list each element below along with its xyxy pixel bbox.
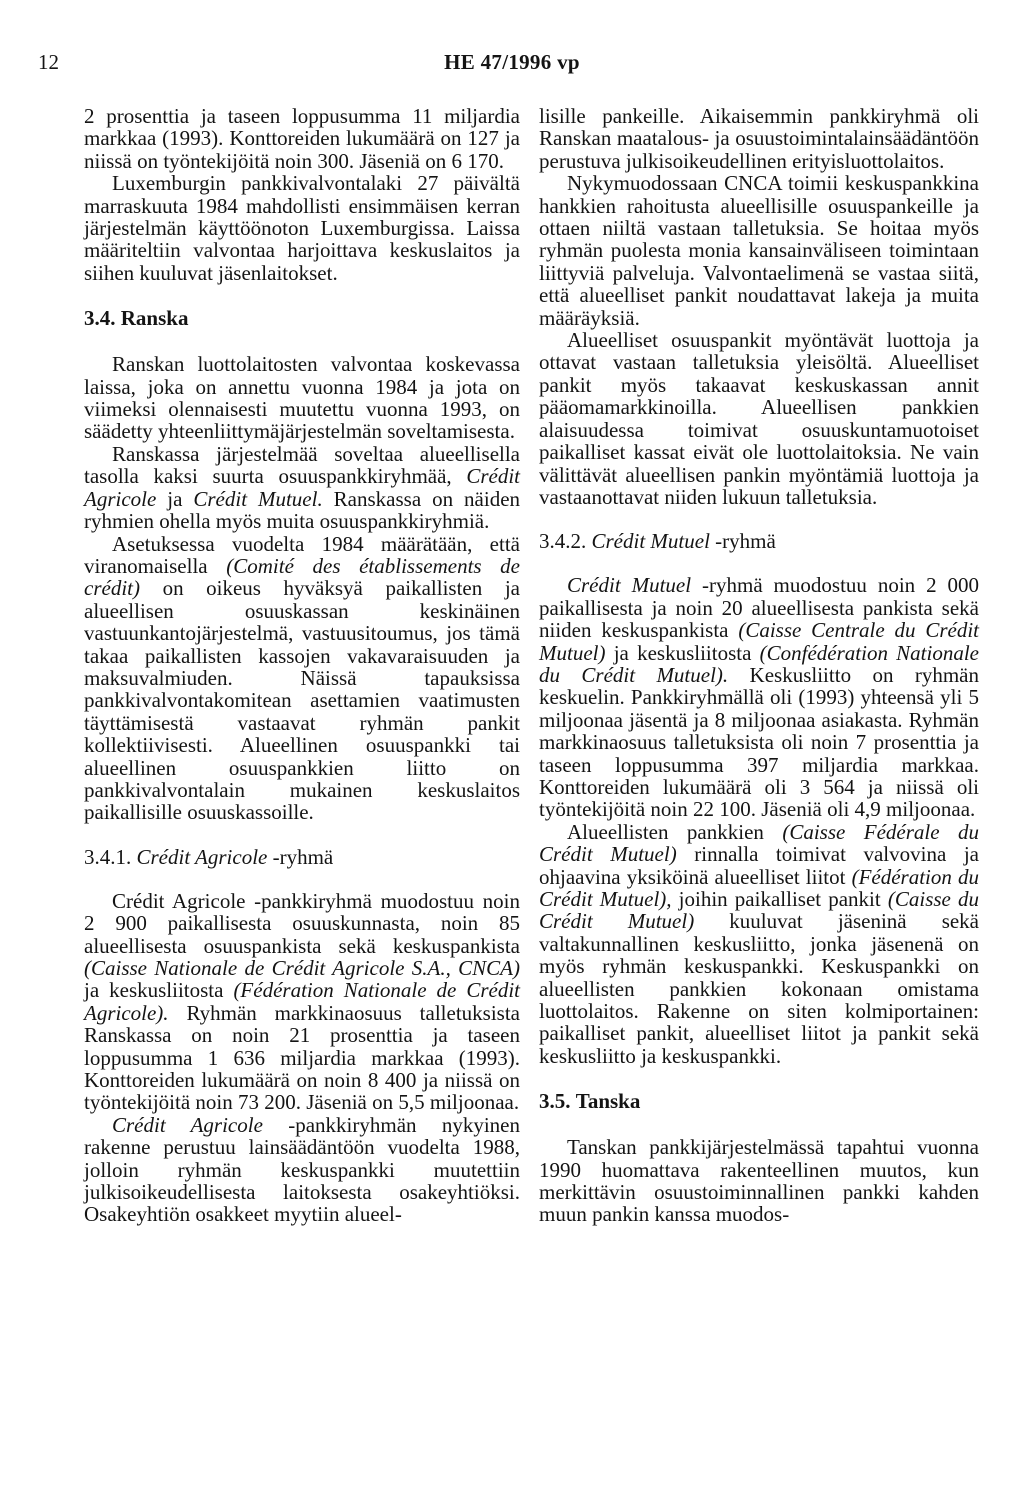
section-title: Tanska: [575, 1089, 641, 1114]
paragraph: Nykymuodossaan CNCA toimii keskuspankkina hankkien rahoitusta alueellisille osuuspankeille ja ottaen niiltä vastaan talletuksia. Se hoitaa myös ryhmän puolesta monia kansainväliseen toimintaan liittyviä palveluja. Valvontaelimenä se vastaa siitä, että alueelliset pankit noudattavat lakeja ja muita määräyksiä.: [539, 171, 979, 330]
paragraph: Alueelliset osuuspankit myöntävät luottoja ja ottavat vastaan talletuksia yleisöltä. Alueelliset pankit myös takaavat keskuskassan annit pääomamarkkinoilla. Alueellisen pankkien alaisuudessa toimivat osuuskuntamuotoiset paikalliset kassat eivät ole luottolaitoksia. Ne vain välittävät alueellisen pankin myöntämiä luottoja ja vastaanottavat niiden lukuun talletuksia.: [539, 328, 979, 509]
paragraph: 2 prosenttia ja taseen loppusumma 11 miljardia markkaa (1993). Konttoreiden lukumäärä on 127 ja niissä on työntekijöitä noin 300. Jäseniä on 6 170.: [84, 104, 520, 173]
paragraph: Asetuksessa vuodelta 1984 määrätään, että viranomaisella (Comité des établissements de crédit) on oikeus hyväksyä paikallisten ja alueellisen osuuskassan keskinäinen vastuunkantojärjestelmä, vastuusitoumus, jos tämä takaa paikallisten kassojen vakavaraisuuden ja maksuvalmiuden. Näissä tapauksissa pankkivalvontakomitean asettamien vaatimusten täyttämisestä vastaavat ryhmän pankit kollektiivisesti. Alueellinen osuuspankki tai alueellinen osuuspankkien liitto on pankkivalvontalain mukainen keskuslaitos paikallisille osuuskassoille.: [84, 531, 521, 825]
paragraph: Luxemburgin pankkivalvontalaki 27 päivältä marraskuuta 1984 mahdollisti ensimmäisen kerran järjestelmän käyttöönoton Luxemburgissa. Laissa määriteltiin valvontaa harjoittava keskuslaitos ja siihen kuuluvat jäsenlaitokset.: [84, 171, 520, 285]
section-number: 3.4.2.: [539, 529, 587, 554]
section-number: 3.5.: [539, 1089, 571, 1114]
paragraph: Crédit Agricole -pankkiryhmän nykyinen rakenne perustuu lainsäädäntöön vuodelta 1988, jolloin ryhmän keskuspankki muutettiin julkisoikeudellisesta laitoksesta osakeyhtiöksi. Osakeyhtiön osakkeet myytiin alueel-: [84, 1112, 520, 1227]
paragraph: Alueellisten pankkien (Caisse Fédérale du Crédit Mutuel) rinnalla toimivat valvovina ja ohjaavina yksiköinä alueelliset liitot (Fédération du Crédit Mutuel), joihin paikalliset pankit (Caisse du Crédit Mutuel) kuuluvat jäseninä sekä valtakunnallinen keskusliitto, jonka jäsenenä on myös ryhmän keskuspankki. Keskuspankki on alueellisten pankkien kokonaan omistama luottolaitos. Rakenne on siten kolmiportainen: paikalliset pankit, alueelliset liitot ja pankit sekä keskusliitto ja keskuspankki.: [539, 819, 980, 1068]
paragraph: Crédit Agricole -pankkiryhmä muodostuu noin 2 900 paikallisesta osuuskunnasta, noin 85 alueellisesta osuuspankista sekä keskuspankista (Caisse Nationale de Crédit Agricole S.A., CNCA) ja keskusliitosta (Fédération Nationale de Crédit Agricole). Ryhmän markkinaosuus talletuksista Ranskassa on noin 21 prosenttia ja taseen loppusumma 1 636 miljardia markkaa (1993). Konttoreiden lukumäärä on noin 8 400 ja niissä on työntekijöitä noin 73 200. Jäseniä on 5,5 miljoonaa.: [84, 888, 520, 1115]
paragraph: Ranskan luottolaitosten valvontaa koskevassa laissa, joka on annettu vuonna 1984 ja jota on viimeksi olennaisesti muutettu vuonna 1993, on säädetty yhteenliittymäjärjestelmän soveltamisesta.: [84, 352, 520, 444]
paragraph: Ranskassa järjestelmää soveltaa alueellisella tasolla kaksi suurta osuuspankkiryhmää, Crédit Agricole ja Crédit Mutuel. Ranskassa on näiden ryhmien ohella myös muita osuuspankkiryhmiä.: [84, 441, 521, 534]
paragraph: Tanskan pankkijärjestelmässä tapahtui vuonna 1990 huomattava rakenteellinen muutos, kun merkittävin osuustoiminnallinen pankki kahden muun pankin kanssa muodos-: [539, 1135, 979, 1227]
right-column: [539, 105, 979, 1226]
left-column: [84, 105, 520, 1226]
section-heading-3-4-1: 3.4.1. Crédit Agricole -ryhmä: [84, 844, 334, 869]
section-heading-3-4: [84, 307, 520, 329]
paragraph: lisille pankeille. Aikaisemmin pankkiryhmä oli Ranskan maatalous- ja osuustoimintalainsäädäntöön perustuva julkisoikeudellinen erityisluottolaitos.: [539, 104, 979, 173]
section-heading-3-5: [539, 1090, 979, 1112]
section-title: Crédit Mutuel: [591, 529, 710, 554]
section-number: 3.4.1.: [84, 844, 132, 869]
section-heading-3-4-2: 3.4.2. Crédit Mutuel -ryhmä: [539, 529, 776, 554]
section-title: Ranska: [120, 306, 189, 331]
section-number: 3.4.: [84, 306, 116, 331]
section-title: Crédit Agricole: [136, 844, 268, 869]
paragraph: Crédit Mutuel -ryhmä muodostuu noin 2 000 paikallisesta ja noin 20 alueellisesta pankista sekä niiden keskuspankista (Caisse Centrale du Crédit Mutuel) ja keskusliitosta (Confédération Nationale du Crédit Mutuel). Keskusliitto on ryhmän keskuelin. Pankkiryhmällä oli (1993) yhteensä yli 5 miljoonaa jäsentä ja 8 miljoonaa asiakasta. Ryhmän markkinaosuus talletuksista oli noin 7 prosenttia ja taseen loppusumma 397 miljardia markkaa. Konttoreiden lukumäärä oli 3 564 ja niissä oli työntekijöitä noin 22 100. Jäseniä oli 4,9 miljoonaa.: [539, 573, 979, 822]
page-number: 12: [38, 50, 59, 74]
document-id: HE 47/1996 vp: [444, 50, 580, 74]
